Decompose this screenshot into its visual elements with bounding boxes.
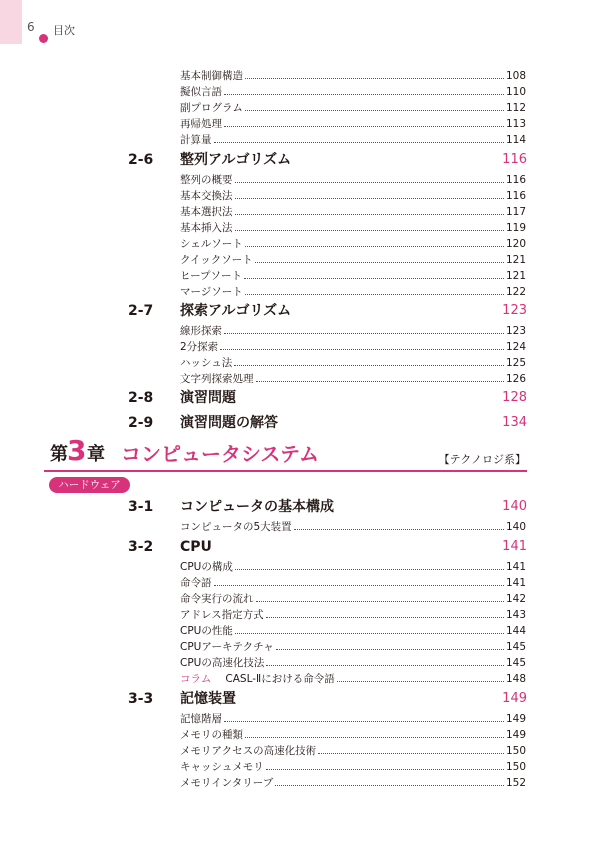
dot-leader xyxy=(235,171,504,183)
toc-entry[interactable]: メモリインタリーブ 152 xyxy=(180,774,526,790)
dot-leader xyxy=(337,670,504,682)
dot-leader xyxy=(214,131,504,143)
section-page: 141 xyxy=(502,539,527,554)
dot-leader xyxy=(245,99,504,111)
section-title[interactable]: 記憶装置 xyxy=(180,691,236,707)
dot-leader xyxy=(255,251,504,263)
hardware-badge: ハードウェア xyxy=(49,477,130,493)
toc-entry[interactable]: ハッシュ法 125 xyxy=(180,354,526,370)
section-title[interactable]: CPU xyxy=(180,539,212,555)
dot-leader xyxy=(220,338,504,350)
column-label: コラム xyxy=(180,673,212,685)
toc-entry[interactable]: 線形探索 123 xyxy=(180,322,526,338)
section-number: 2-6 xyxy=(128,152,154,168)
dot-leader xyxy=(256,370,504,382)
dot-leader xyxy=(245,235,504,247)
dot-leader xyxy=(235,219,504,231)
dot-leader xyxy=(214,574,504,586)
toc-entry[interactable]: CPUアーキテクチャ 145 xyxy=(180,638,526,654)
toc-entry[interactable]: CPUの性能 144 xyxy=(180,622,526,638)
column-entry[interactable]: コラム CASL-Ⅱにおける命令語 148 xyxy=(180,670,526,686)
section-title[interactable]: 整列アルゴリズム xyxy=(180,152,292,168)
toc-entry[interactable]: アドレス指定方式 143 xyxy=(180,606,526,622)
toc-entry[interactable]: ヒープソート 121 xyxy=(180,267,526,283)
chapter-suffix: 章 xyxy=(87,444,105,465)
toc-entry[interactable]: シェルソート 120 xyxy=(180,235,526,251)
toc-entry[interactable]: 基本制御構造 108 xyxy=(180,67,526,83)
toc-entry[interactable]: CPUの高速化技法 145 xyxy=(180,654,526,670)
chapter-title[interactable]: コンピュータシステム xyxy=(121,442,319,466)
toc-entry[interactable]: 命令実行の流れ 142 xyxy=(180,590,526,606)
section-title[interactable]: 探索アルゴリズム xyxy=(180,303,292,319)
section-number: 3-2 xyxy=(128,539,154,555)
dot-leader xyxy=(244,267,504,279)
toc-entry[interactable]: 整列の概要 116 xyxy=(180,171,526,187)
header-title: 目次 xyxy=(53,24,75,37)
toc-entry[interactable]: 文字列探索処理 126 xyxy=(180,370,526,386)
section-page: 140 xyxy=(502,499,527,514)
dot-leader xyxy=(266,606,504,618)
chapter-number: 3 xyxy=(67,434,87,467)
section-page: 134 xyxy=(502,415,527,430)
section-title[interactable]: 演習問題 xyxy=(180,390,236,406)
toc-entry[interactable]: コンピュータの5大装置 140 xyxy=(180,518,526,534)
section-number: 3-3 xyxy=(128,691,154,707)
dot-leader xyxy=(224,115,504,127)
section-number: 3-1 xyxy=(128,499,154,515)
chapter-category: 【テクノロジ系】 xyxy=(438,453,526,466)
dot-leader xyxy=(224,83,504,95)
section-number: 2-7 xyxy=(128,303,154,319)
dot-leader xyxy=(235,203,504,215)
chapter-divider xyxy=(44,470,527,472)
dot-leader xyxy=(276,638,504,650)
toc-entry[interactable]: CPUの構成 141 xyxy=(180,558,526,574)
chapter-prefix: 第 xyxy=(50,444,68,465)
dot-leader xyxy=(275,774,504,786)
page-header-band xyxy=(0,0,22,44)
toc-entry[interactable]: 基本選択法 117 xyxy=(180,203,526,219)
section-number: 2-9 xyxy=(128,415,154,431)
dot-leader xyxy=(256,590,504,602)
section-page: 128 xyxy=(502,390,527,405)
dot-leader xyxy=(294,518,504,530)
header-dot-icon xyxy=(39,34,48,43)
dot-leader xyxy=(235,187,504,199)
section-number: 2-8 xyxy=(128,390,154,406)
dot-leader xyxy=(224,322,504,334)
toc-entry[interactable]: 再帰処理 113 xyxy=(180,115,526,131)
toc-entry[interactable]: 擬似言語 110 xyxy=(180,83,526,99)
toc-entry[interactable]: 基本挿入法 119 xyxy=(180,219,526,235)
toc-entry[interactable]: 記憶階層 149 xyxy=(180,710,526,726)
section-page: 123 xyxy=(502,303,527,318)
dot-leader xyxy=(235,622,504,634)
dot-leader xyxy=(266,654,504,666)
section-title[interactable]: 演習問題の解答 xyxy=(180,415,278,431)
section-page: 149 xyxy=(502,691,527,706)
section-page: 116 xyxy=(502,152,527,167)
toc-entry[interactable]: クイックソート 121 xyxy=(180,251,526,267)
dot-leader xyxy=(318,742,504,754)
toc-entry[interactable]: マージソート 122 xyxy=(180,283,526,299)
toc-entry[interactable]: メモリの種類 149 xyxy=(180,726,526,742)
dot-leader xyxy=(266,758,504,770)
toc-entry[interactable]: 副プログラム 112 xyxy=(180,99,526,115)
page-number: 6 xyxy=(27,20,35,34)
toc-entry[interactable]: キャッシュメモリ 150 xyxy=(180,758,526,774)
toc-entry[interactable]: メモリアクセスの高速化技術 150 xyxy=(180,742,526,758)
toc-entry[interactable]: 基本交換法 116 xyxy=(180,187,526,203)
dot-leader xyxy=(234,354,504,366)
toc-entry[interactable]: 計算量 114 xyxy=(180,131,526,147)
dot-leader xyxy=(224,710,504,722)
dot-leader xyxy=(245,726,504,738)
dot-leader xyxy=(235,558,504,570)
dot-leader xyxy=(245,67,504,79)
dot-leader xyxy=(245,283,504,295)
toc-entry[interactable]: 命令語 141 xyxy=(180,574,526,590)
section-title[interactable]: コンピュータの基本構成 xyxy=(180,499,334,515)
toc-entry[interactable]: 2分探索 124 xyxy=(180,338,526,354)
